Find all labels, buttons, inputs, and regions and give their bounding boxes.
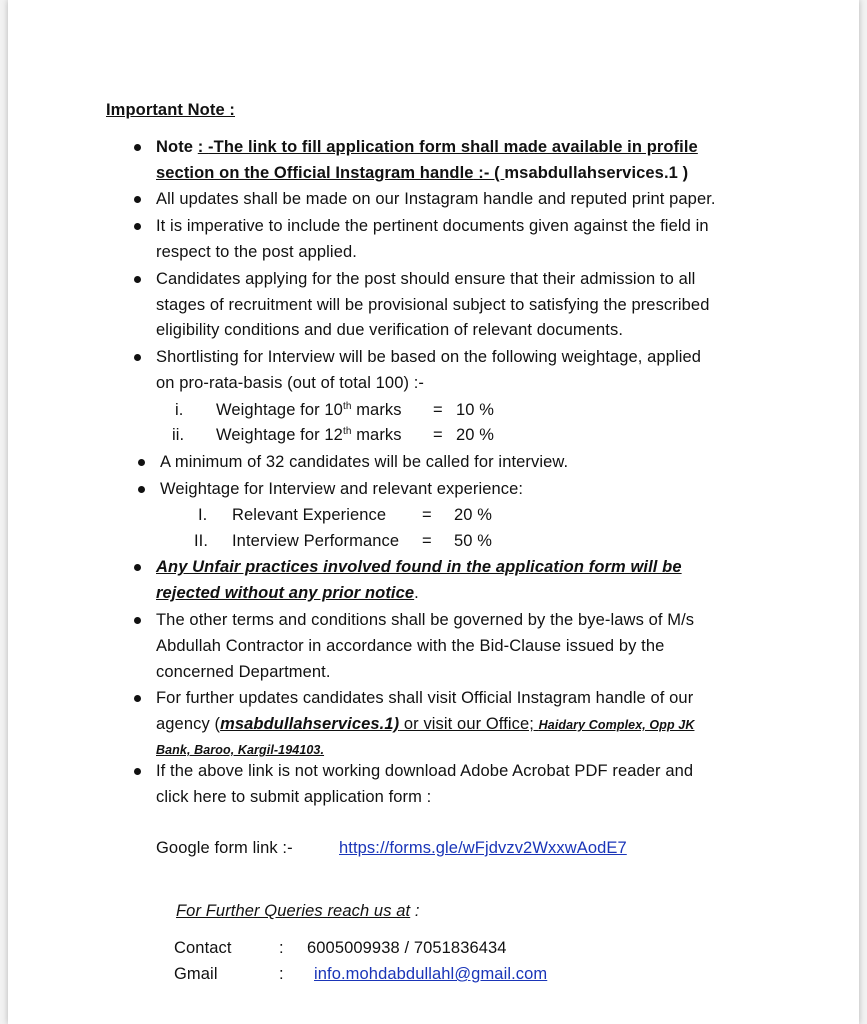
unfair-practices-text-1: Any Unfair practices involved found in the application form will be [156, 558, 682, 576]
candidates-text-2: stages of recruitment will be provisional subject to satisfying the prescribed [156, 296, 710, 314]
terms-text-2: Abdullah Contractor in accordance with the Bid-Clause issued by the [156, 637, 665, 655]
shortlisting-text-1: Shortlisting for Interview will be based on the following weightage, applied [156, 348, 702, 366]
interview-performance-value: 50 % [454, 532, 493, 550]
further-updates-text-1: For further updates candidates shall visit Official Instagram handle of our [156, 689, 694, 707]
important-note-heading: Important Note : [106, 101, 236, 119]
weightage-10th-value: 10 % [456, 401, 495, 419]
note-line-2 [156, 163, 688, 183]
candidates-text-3: eligibility conditions and due verification of relevant documents. [156, 321, 624, 339]
office-address-1: Haidary Complex, Opp JK [538, 718, 695, 732]
relevant-experience-number: I. [198, 506, 208, 524]
unfair-practices-text-2: rejected without any prior notice [156, 584, 415, 602]
bullet-dot [134, 617, 141, 624]
queries-heading: For Further Queries reach us at : [176, 902, 420, 920]
document-page [8, 0, 859, 1024]
weightage-12th-equals: = [433, 426, 443, 444]
bullet-dot [134, 768, 141, 775]
relevant-experience-label: Relevant Experience [232, 506, 387, 524]
relevant-experience-equals: = [422, 506, 432, 524]
shortlisting-text-2: on pro-rata-basis (out of total 100) :- [156, 374, 425, 392]
weightage-12th-number: ii. [172, 426, 185, 444]
relevant-experience-value: 20 % [454, 506, 493, 524]
instagram-handle-link[interactable]: msabdullahservices.1) [220, 715, 400, 733]
link-help-text-2: click here to submit application form : [156, 788, 432, 806]
unfair-practices-line-2: rejected without any prior notice. [156, 584, 419, 602]
documents-text-1: It is imperative to include the pertinent documents given against the field in [156, 217, 709, 235]
bullet-dot [134, 695, 141, 702]
bullet-dot [134, 564, 141, 571]
candidates-text-1: Candidates applying for the post should ensure that their admission to all [156, 270, 696, 288]
gmail-label: Gmail [174, 965, 218, 983]
note-instagram-handle: msabdullahservices.1 ) [504, 164, 689, 182]
weightage-10th-number: i. [175, 401, 184, 419]
bullet-dot [134, 223, 141, 230]
note-text-2: section on the Official Instagram handle [156, 164, 474, 182]
contact-value: 6005009938 / 7051836434 [307, 939, 507, 957]
weightage-10th-label: Weightage for 10th marks [216, 401, 402, 419]
further-updates-line-2: agency (msabdullahservices.1) or visit our Office; Haidary Complex, Opp JK [156, 715, 695, 733]
contact-separator: : [279, 939, 284, 957]
interview-performance-label: Interview Performance [232, 532, 400, 550]
note-text-1: : -The link to fill application form shall made available in profile [197, 138, 698, 156]
bullet-dot [138, 459, 145, 466]
note-label: Note [156, 138, 194, 156]
link-help-text-1: If the above link is not working download Adobe Acrobat PDF reader and [156, 762, 694, 780]
terms-text-1: The other terms and conditions shall be governed by the bye-laws of M/s [156, 611, 695, 629]
google-form-link[interactable]: https://forms.gle/wFjdvzv2WxxwAodE7 [339, 839, 627, 857]
interview-weightage-text: Weightage for Interview and relevant experience: [160, 480, 524, 498]
minimum-candidates-text: A minimum of 32 candidates will be called for interview. [160, 453, 569, 471]
contact-label: Contact [174, 939, 232, 957]
bullet-dot [134, 276, 141, 283]
google-form-label: Google form link :- [156, 839, 293, 857]
note-line-1 [156, 137, 698, 157]
note-separator: :- ( [473, 164, 505, 182]
interview-performance-number: II. [194, 532, 209, 550]
weightage-12th-label: Weightage for 12th marks [216, 426, 402, 444]
bullet-dot [134, 196, 141, 203]
gmail-separator: : [279, 965, 284, 983]
terms-text-3: concerned Department. [156, 663, 331, 681]
weightage-12th-value: 20 % [456, 426, 495, 444]
bullet-dot [138, 486, 145, 493]
interview-performance-equals: = [422, 532, 432, 550]
documents-text-2: respect to the post applied. [156, 243, 357, 261]
office-address-2: Bank, Baroo, Kargil-194103. [156, 743, 325, 757]
updates-text: All updates shall be made on our Instagram handle and reputed print paper. [156, 190, 716, 208]
bullet-dot [134, 354, 141, 361]
gmail-link[interactable]: info.mohdabdullahl@gmail.com [314, 965, 548, 983]
bullet-dot [134, 144, 141, 151]
document-content [8, 0, 859, 1024]
weightage-10th-equals: = [433, 401, 443, 419]
